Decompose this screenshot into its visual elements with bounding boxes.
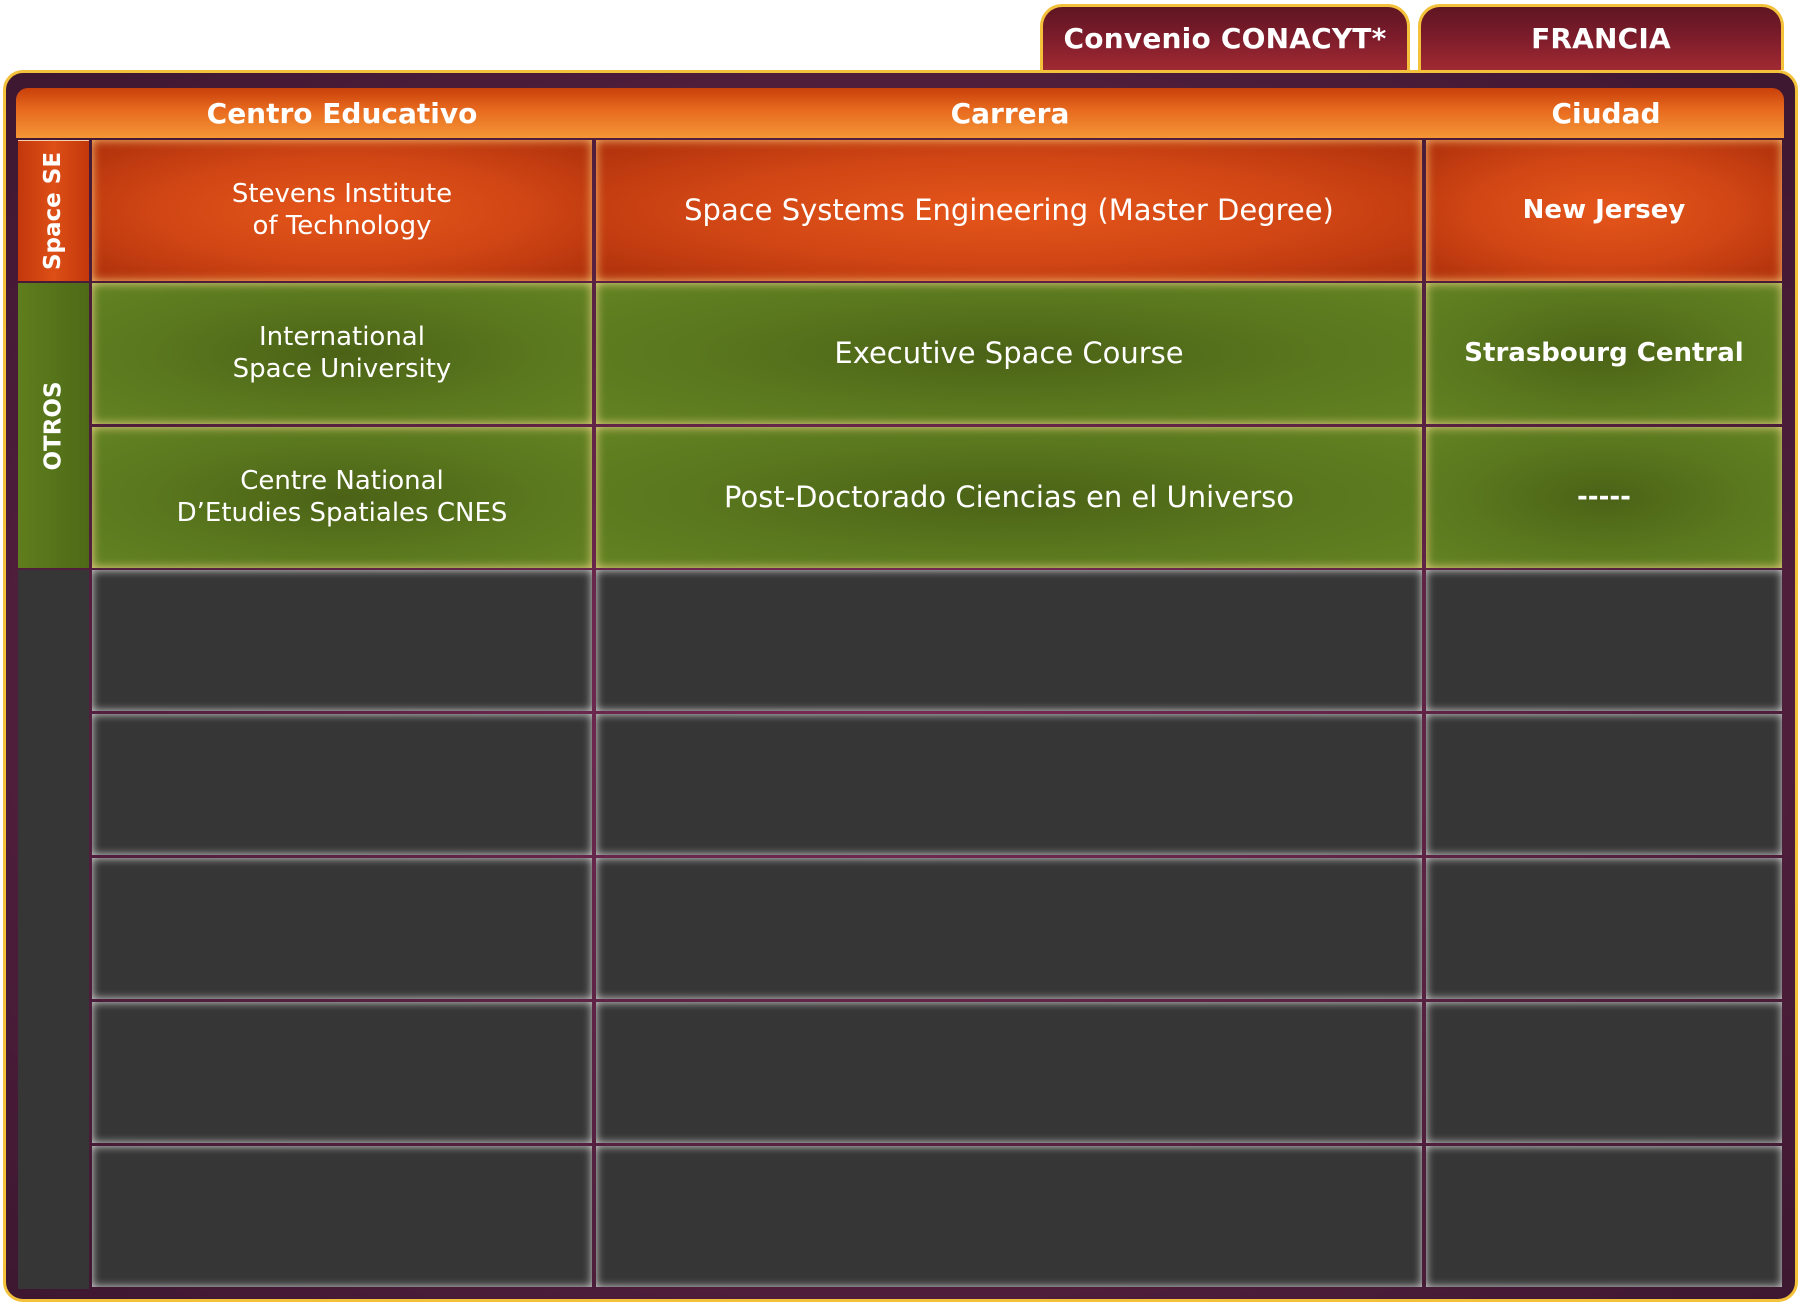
table-cell-centro: Stevens Institute of Technology — [92, 140, 592, 281]
table-cell-carrera: Space Systems Engineering (Master Degree) — [596, 140, 1422, 281]
column-header-ciudad: Ciudad — [1551, 96, 1661, 130]
empty-table-cell — [92, 1146, 592, 1287]
table-header — [16, 88, 1784, 138]
table-cell-carrera: Executive Space Course — [596, 283, 1422, 424]
empty-table-cell — [1426, 1146, 1782, 1287]
empty-table-cell — [596, 1002, 1422, 1143]
empty-table-cell — [1426, 570, 1782, 711]
empty-table-cell — [1426, 1002, 1782, 1143]
empty-table-cell — [596, 570, 1422, 711]
empty-table-cell — [596, 714, 1422, 855]
empty-table-cell — [1426, 858, 1782, 999]
empty-table-cell — [92, 714, 592, 855]
empty-table-cell — [596, 858, 1422, 999]
table-cell-carrera: Post-Doctorado Ciencias en el Universo — [596, 427, 1422, 568]
tab-francia[interactable] — [1418, 4, 1784, 70]
table-cell-ciudad: ----- — [1426, 427, 1782, 568]
empty-table-cell — [596, 1146, 1422, 1287]
tab-francia-label: FRANCIA — [1531, 22, 1671, 55]
empty-table-cell — [92, 570, 592, 711]
category-space-se-label: Space SE — [40, 151, 67, 271]
table-cell-centro: International Space University — [92, 283, 592, 424]
column-header-carrera: Carrera — [950, 96, 1070, 130]
empty-table-cell — [92, 1002, 592, 1143]
column-header-centro-educativo: Centro Educativo — [206, 96, 478, 130]
table-cell-ciudad: New Jersey — [1426, 140, 1782, 281]
category-otros-label: OTROS — [40, 380, 67, 471]
tab-convenio-conacyt[interactable] — [1040, 4, 1410, 70]
empty-table-cell — [92, 858, 592, 999]
category-otros — [18, 283, 89, 568]
table-cell-ciudad: Strasbourg Central — [1426, 283, 1782, 424]
table-cell-centro: Centre National D’Etudies Spatiales CNES — [92, 427, 592, 568]
category-empty — [18, 570, 89, 1289]
empty-table-cell — [1426, 714, 1782, 855]
category-space-se — [18, 140, 89, 281]
tab-convenio-conacyt-label: Convenio CONACYT* — [1063, 22, 1387, 55]
